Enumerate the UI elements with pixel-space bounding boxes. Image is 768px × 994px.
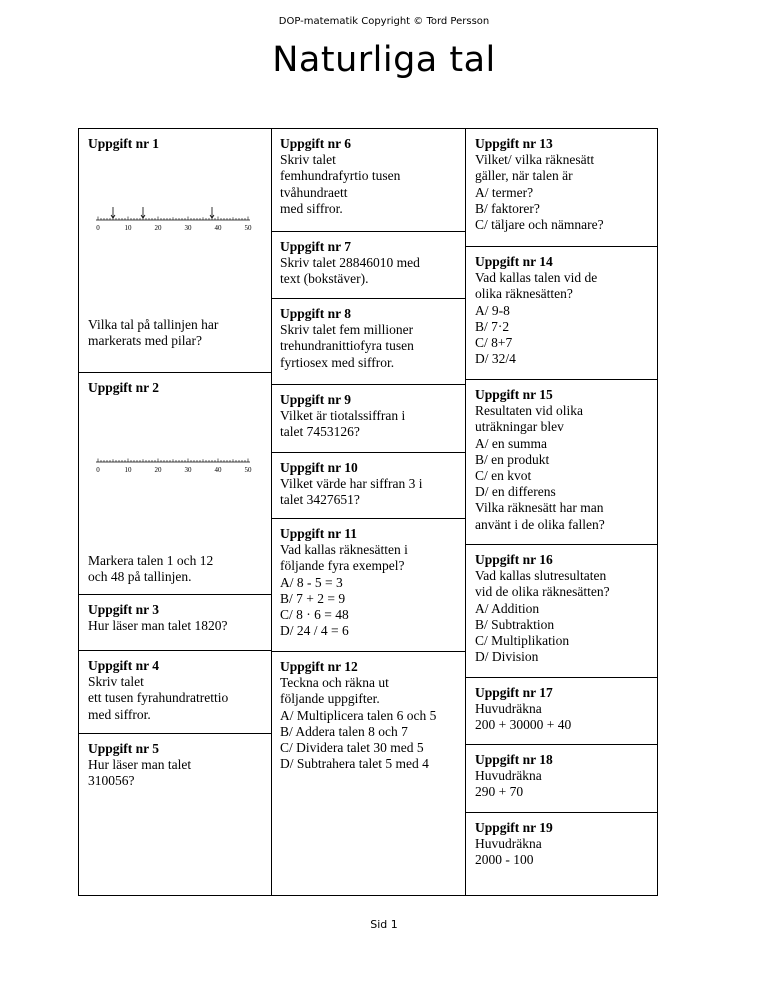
task-heading: Uppgift nr 14 [475, 254, 553, 269]
number-line-1 [93, 207, 263, 237]
task-heading: Uppgift nr 9 [280, 392, 352, 407]
task-17: Uppgift nr 17 Huvudräkna 200 + 30000 + 40 [466, 677, 658, 744]
task-heading: Uppgift nr 7 [280, 239, 352, 254]
tick-label: 20 [154, 224, 162, 232]
tick-label: 10 [124, 466, 132, 474]
tick-label: 30 [184, 224, 192, 232]
task-16: Uppgift nr 16 Vad kallas slutresultaten vid de olika räknesätten? A/ Addition B/ Subtraktion C/ Multiplikation D/ Division [466, 544, 658, 677]
task-18: Uppgift nr 18 Huvudräkna 290 + 70 [466, 744, 658, 812]
task-8: Uppgift nr 8 Skriv talet fem millioner trehundranittiofyra tusen fyrtiosex med siffror. [271, 298, 465, 384]
tick-label: 40 [214, 466, 222, 474]
task-heading: Uppgift nr 1 [88, 136, 160, 151]
page-number: Sid 1 [370, 918, 398, 931]
number-line-2 [93, 449, 263, 479]
tick-label: 50 [244, 466, 252, 474]
task-heading: Uppgift nr 3 [88, 602, 160, 617]
task-2 [79, 372, 271, 594]
task-3: Uppgift nr 3 Hur läser man talet 1820? [79, 594, 271, 650]
task-heading: Uppgift nr 19 [475, 820, 553, 835]
tick-label: 10 [124, 224, 132, 232]
task-heading: Uppgift nr 8 [280, 306, 352, 321]
task-text: Markera talen 1 och 12 och 48 på tallinjen. [88, 553, 214, 585]
task-text: Vilka tal på tallinjen har markerats med pilar? [88, 317, 219, 349]
tick-label: 50 [244, 224, 252, 232]
column-2 [271, 129, 466, 895]
task-heading: Uppgift nr 5 [88, 741, 160, 756]
task-1 [79, 129, 271, 372]
tick-label: 40 [214, 224, 222, 232]
tick-label: 0 [96, 466, 100, 474]
page-title: Naturliga tal [272, 40, 496, 80]
tick-label: 0 [96, 224, 100, 232]
task-6: Uppgift nr 6 Skriv talet femhundrafyrtio tusen tvåhundraett med siffror. [271, 129, 465, 231]
task-19: Uppgift nr 19 Huvudräkna 2000 - 100 [466, 812, 658, 895]
tick-label: 20 [154, 466, 162, 474]
task-heading: Uppgift nr 16 [475, 552, 553, 567]
task-heading: Uppgift nr 10 [280, 460, 358, 475]
task-9: Uppgift nr 9 Vilket är tiotalssiffran i talet 7453126? [271, 384, 465, 452]
column-1 [79, 129, 272, 895]
task-heading: Uppgift nr 12 [280, 659, 358, 674]
task-10: Uppgift nr 10 Vilket värde har siffran 3 i talet 3427651? [271, 452, 465, 518]
task-heading: Uppgift nr 15 [475, 387, 553, 402]
task-heading: Uppgift nr 18 [475, 752, 553, 767]
task-grid [78, 128, 658, 896]
task-heading: Uppgift nr 11 [280, 526, 358, 541]
task-heading: Uppgift nr 4 [88, 658, 160, 673]
tick-label: 30 [184, 466, 192, 474]
copyright-line: DOP-matematik Copyright © Tord Persson [278, 16, 490, 27]
task-heading: Uppgift nr 2 [88, 380, 160, 395]
task-12: Uppgift nr 12 Teckna och räkna ut följande uppgifter. A/ Multiplicera talen 6 och 5 B/ Addera talen 8 och 7 C/ Dividera talet 30 med 5 D/ Subtrahera talet 5 med 4 [271, 651, 465, 895]
task-15: Uppgift nr 15 Resultaten vid olika uträkningar blev A/ en summa B/ en produkt C/ en kvot D/ en differens Vilka räknesätt har man använt i de olika fallen? [466, 379, 658, 544]
task-heading: Uppgift nr 6 [280, 136, 352, 151]
task-13: Uppgift nr 13 Vilket/ vilka räknesätt gäller, när talen är A/ termer? B/ faktorer? C/ täljare och nämnare? [466, 129, 658, 246]
task-7: Uppgift nr 7 Skriv talet 28846010 med text (bokstäver). [271, 231, 465, 298]
task-heading: Uppgift nr 17 [475, 685, 553, 700]
task-4: Uppgift nr 4 Skriv talet ett tusen fyrahundratrettio med siffror. [79, 650, 271, 733]
task-5: Uppgift nr 5 Hur läser man talet 310056? [79, 733, 271, 895]
task-11: Uppgift nr 11 Vad kallas räknesätten i följande fyra exempel? A/ 8 - 5 = 3 B/ 7 + 2 = 9 C/ 8 · 6 = 48 D/ 24 / 4 = 6 [271, 518, 465, 651]
column-3 [466, 129, 658, 895]
task-heading: Uppgift nr 13 [475, 136, 553, 151]
task-14: Uppgift nr 14 Vad kallas talen vid de olika räknesätten? A/ 9-8 B/ 7·2 C/ 8+7 D/ 32/4 [466, 246, 658, 379]
